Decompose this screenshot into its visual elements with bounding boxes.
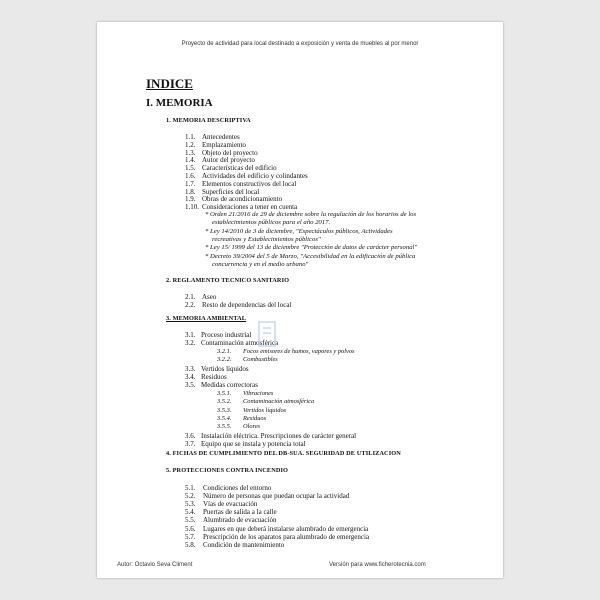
entry-text: Condición de mantenimiento [203, 540, 285, 549]
entry-text: Antecedentes [202, 133, 240, 141]
entry-number: 3.2.2. [217, 356, 232, 364]
entry-number: 3.5.3. [217, 406, 232, 414]
entry-text: Alumbrado de evacuación [203, 516, 277, 525]
entry-number: 3.3. [185, 364, 196, 373]
entry-text: Actividades del edificio y colindantes [202, 172, 308, 180]
entry-number: 3.6. [185, 431, 196, 440]
entry-number: 3.5.4. [217, 415, 232, 422]
entry-number: 1.4. [185, 156, 196, 165]
entry-number: 1.8. [185, 187, 196, 196]
entry-text: Elementos constructivos del local [202, 179, 297, 188]
entry-number: 3.5.1. [217, 389, 232, 397]
entry-text: Número de personas que puedan ocupar la actividad [203, 492, 350, 501]
legal-note-line: * Decreto 39/2004 del 5 de Marzo, "Accesibilidad en la edificación de pública [205, 252, 416, 260]
entry-number: 1.10. [185, 203, 199, 212]
entry-text: Superficies del local [202, 187, 260, 196]
legal-note-line: * Ley 14/2010 de 3 de diciembre, "Espectáculos públicos, Actividades [205, 227, 393, 235]
legal-note-line: concurrencia y en el medio urbano" [212, 260, 309, 268]
document-page [97, 22, 503, 578]
entry-text: Obras de acondicionamiento [202, 195, 283, 204]
entry-number: 1.5. [185, 164, 196, 173]
entry-number: 3.5. [185, 381, 196, 390]
entry-text: Puertas de salida a la calle [203, 508, 277, 517]
entry-text: Instalación eléctrica. Prescripciones de carácter general [201, 431, 357, 440]
entry-text: Medidas correctoras [201, 381, 258, 390]
watermark-icon [257, 320, 279, 350]
entry-text: Resto de dependencias del local [202, 301, 292, 309]
entry-text: Contaminación atmosférica [243, 398, 315, 406]
section-heading-3: 3. MEMORIA AMBIENTAL [166, 315, 247, 322]
entry-number: 3.2. [185, 339, 196, 348]
footer-author: Autor: Octavio Seva Climent [117, 562, 193, 568]
section-heading-2: 2. REGLAMENTO TECNICO SANITARIO [166, 277, 290, 284]
chapter-heading: I. MEMORIA [146, 97, 213, 109]
legal-note-line: recreativas y Establecimientos públicos" [212, 235, 321, 243]
legal-note-line: establecimientos públicos para el año 2017. [212, 219, 331, 227]
entry-number: 1.3. [185, 148, 196, 157]
section-heading-1: 1. MEMORIA DESCRIPTIVA [166, 117, 251, 124]
entry-text: Residuos [201, 373, 227, 381]
entry-number: 1.7. [185, 179, 196, 188]
entry-text: Características del edificio [202, 164, 277, 173]
entry-text: Consideraciones a tener en cuenta [202, 203, 298, 212]
entry-number: 5.5. [185, 516, 196, 525]
entry-number: 3.2.1. [217, 347, 232, 355]
page-header: Proyecto de actividad para local destinado a exposición y venta de muebles al por menor [181, 41, 419, 47]
entry-text: Focos emisores de humos, vapores y polvos [243, 347, 355, 355]
footer-version: Versión para www.ficherotecnia.com [329, 562, 426, 568]
legal-note-line: * Ley 15/ 1999 del 13 de diciembre "Protección de datos de carácter personal" [205, 244, 418, 252]
entry-number: 3.1. [185, 331, 196, 339]
entry-number: 3.4. [185, 373, 196, 381]
entry-text: Vías de evacuación [203, 500, 258, 509]
entry-number: 3.5.5. [217, 423, 232, 431]
entry-number: 5.2. [185, 492, 196, 501]
entry-text: Equipo que se instala y potencia total [201, 440, 306, 449]
entry-text: Aseo [202, 293, 217, 301]
entry-number: 1.9. [185, 195, 196, 204]
entry-text: Vertidos líquidos [243, 406, 287, 414]
entry-text: Olores [243, 423, 261, 431]
entry-number: 1.1. [185, 133, 196, 141]
entry-text: Vibraciones [243, 389, 274, 397]
entry-number: 3.5.2. [217, 398, 232, 406]
entry-number: 5.6. [185, 524, 196, 533]
entry-number: 1.2. [185, 140, 196, 149]
entry-number: 5.7. [185, 532, 196, 541]
entry-number: 2.1. [185, 293, 196, 301]
entry-text: Residuos [243, 415, 267, 422]
entry-number: 5.3. [185, 500, 196, 509]
entry-number: 5.8. [185, 540, 196, 549]
entry-number: 5.4. [185, 508, 196, 517]
entry-number: 2.2. [185, 301, 196, 309]
entry-number: 5.1. [185, 484, 196, 492]
legal-note-line: * Orden 21/2016 de 29 de diciembre sobre la regulación de los horarios de los [205, 211, 417, 218]
watermark-logo [257, 312, 547, 360]
index-title: INDICE [146, 76, 193, 91]
entry-text: Vertidos líquidos [201, 364, 249, 373]
entry-text: Autor del proyecto [202, 156, 255, 165]
entry-text: Emplazamiento [202, 140, 246, 149]
entry-text: Lugares en que deberá instalarse alumbrado de emergencia [203, 524, 369, 533]
entry-text: Combustibles [243, 356, 278, 364]
entry-number: 1.6. [185, 172, 196, 180]
section-heading-5: 5. PROTECCIONES CONTRA INCENDIO [166, 467, 289, 474]
entry-text: Objeto del proyecto [202, 148, 258, 157]
entry-text: Prescripción de los aparatos para alumbrado de emergencia [203, 532, 370, 541]
entry-number: 3.7. [185, 440, 196, 449]
section-heading-4: 4. FICHAS DE CUMPLIMIENTO DEL DB-SUA. SEGURIDAD DE UTILIZACION [166, 450, 401, 457]
entry-text: Contaminación atmosférica [201, 339, 279, 348]
entry-text: Condiciones del entorno [203, 484, 272, 492]
entry-text: Proceso industrial [201, 331, 252, 339]
